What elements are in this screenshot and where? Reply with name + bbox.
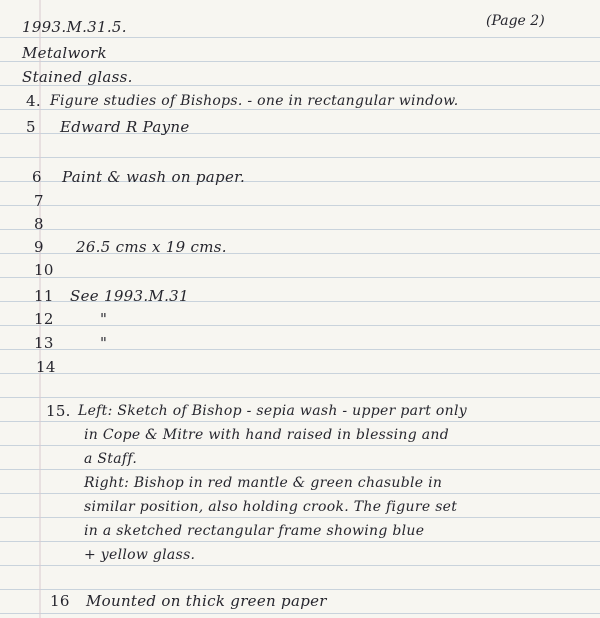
entry-number: 9 bbox=[34, 238, 44, 256]
entry-number: 12 bbox=[34, 310, 54, 328]
material-stained-glass: Stained glass. bbox=[22, 68, 133, 86]
entry-number: 11 bbox=[34, 287, 54, 305]
page-number: (Page 2) bbox=[486, 13, 545, 29]
note-16-line bbox=[0, 588, 600, 614]
note-text: Left: Sketch of Bishop - sepia wash - upper part only bbox=[78, 403, 467, 419]
entry-row-10 bbox=[0, 257, 600, 283]
material-line bbox=[0, 40, 600, 66]
note-15-line-4 bbox=[0, 470, 600, 496]
note-text: + yellow glass. bbox=[84, 547, 196, 563]
entry-number: 10 bbox=[34, 261, 54, 279]
object-reference: 1993.M.31.5. bbox=[22, 18, 127, 36]
entry-row-13 bbox=[0, 330, 600, 356]
entry-number: 15. bbox=[46, 402, 71, 420]
entry-row-4 bbox=[0, 88, 600, 114]
entry-number: 5 bbox=[26, 118, 36, 136]
note-15-line-5 bbox=[0, 494, 600, 520]
entry-row-5 bbox=[0, 114, 600, 140]
material-metalwork: Metalwork bbox=[22, 44, 107, 62]
ditto-mark: " bbox=[100, 334, 108, 352]
note-text: similar position, also holding crook. The figure set bbox=[84, 499, 458, 515]
note-15-line-1 bbox=[0, 398, 600, 424]
entry-row-14 bbox=[0, 354, 600, 380]
entry-text: 26.5 cms x 19 cms. bbox=[76, 238, 227, 256]
note-text: Right: Bishop in red mantle & green chasuble in bbox=[84, 475, 443, 491]
note-text: in Cope & Mitre with hand raised in blessing and bbox=[84, 427, 449, 443]
entry-number: 16 bbox=[50, 592, 70, 610]
entry-row-6 bbox=[0, 164, 600, 190]
ditto-mark: " bbox=[100, 310, 108, 328]
entry-number: 7 bbox=[34, 192, 44, 210]
entry-row-12 bbox=[0, 306, 600, 332]
note-15-line-7 bbox=[0, 542, 600, 568]
entry-number: 13 bbox=[34, 334, 54, 352]
note-text: Mounted on thick green paper bbox=[86, 592, 327, 610]
entry-text: See 1993.M.31 bbox=[70, 287, 189, 305]
note-15-line-3 bbox=[0, 446, 600, 472]
note-text: in a sketched rectangular frame showing blue bbox=[84, 523, 425, 539]
entry-text: Figure studies of Bishops. - one in rectangular window. bbox=[50, 93, 459, 109]
note-15-line-6 bbox=[0, 518, 600, 544]
entry-text: Paint & wash on paper. bbox=[62, 168, 246, 186]
entry-text: Edward R Payne bbox=[60, 118, 190, 136]
material-line bbox=[0, 64, 600, 90]
entry-number: 14 bbox=[36, 358, 56, 376]
entry-number: 8 bbox=[34, 215, 44, 233]
entry-number: 6 bbox=[32, 168, 42, 186]
entry-number: 4. bbox=[26, 92, 41, 110]
note-15-line-2 bbox=[0, 422, 600, 448]
note-text: a Staff. bbox=[84, 451, 138, 467]
